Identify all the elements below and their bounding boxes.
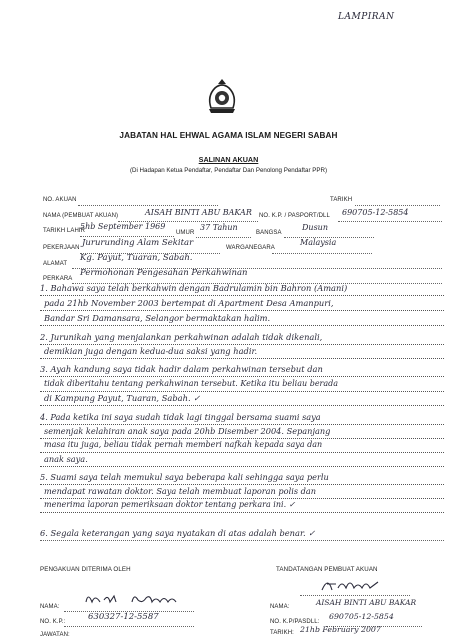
perkara-value: Permohonan Pengesahan Perkahwinan bbox=[80, 268, 248, 278]
alamat-value: Kg. Payut, Tuaran, Sabah. bbox=[80, 253, 193, 263]
umur-label: UMUR bbox=[176, 230, 195, 236]
nama-label: NAMA (PEMBUAT AKUAN) bbox=[43, 213, 119, 219]
statements-block bbox=[40, 282, 444, 522]
bangsa-value: Dusun bbox=[302, 223, 328, 232]
document-subtitle: (Di Hadapan Ketua Pendaftar, Pendaftar Dan Penolong Pendaftar PPR) bbox=[129, 167, 328, 174]
received-nokp-label: NO. K.P.: bbox=[40, 619, 66, 625]
nokp-label: NO. K.P. / PASPORT/DLL bbox=[259, 213, 330, 219]
department-title: JABATAN HAL EHWAL AGAMA ISLAM NEGERI SABAH bbox=[119, 131, 338, 140]
tarikh-lahir-value: 5hb September 1969 bbox=[80, 222, 166, 231]
statement-4-line-3: masa itu juga, beliau tidak pernah memberi nafkah kepada saya dan bbox=[44, 440, 323, 449]
tarikh-line bbox=[355, 205, 440, 206]
tarikh-lahir-line bbox=[80, 236, 174, 237]
received-signature bbox=[82, 590, 192, 608]
declarant-signature-heading: TANDATANGAN PEMBUAT AKUAN bbox=[276, 566, 378, 573]
statement-3-line-1: 3. Ayah kandung saya tidak hadir dalam perkahwinan tersebut dan bbox=[40, 364, 323, 374]
nokp-value: 690705-12-5854 bbox=[342, 208, 409, 217]
declarant-nokp-value: 690705-12-5854 bbox=[329, 612, 394, 621]
statement-4-line-1: 4. Pada ketika ini saya sudah tidak lagi tinggal bersama suami saya bbox=[40, 412, 321, 422]
statement-5-line-1: 5. Suami saya telah memukul saya beberapa kali sehingga saya perlu bbox=[40, 472, 329, 482]
declarant-nama-label: NAMA: bbox=[270, 604, 290, 610]
no-akuan-label: NO. AKUAN bbox=[43, 197, 77, 203]
declarant-nokp-label: NO. K.P/PASDLL: bbox=[270, 619, 320, 625]
warganegara-value: Malaysia bbox=[300, 238, 337, 247]
statement-6-line-1: 6. Segala keterangan yang saya nyatakan di atas adalah benar. ✓ bbox=[40, 528, 316, 538]
warganegara-label: WARGANEGARA bbox=[226, 245, 275, 251]
tarikh-lahir-label: TARIKH LAHIR bbox=[43, 228, 86, 234]
received-nokp-value: 630327-12-5587 bbox=[88, 612, 159, 622]
pekerjaan-label: PEKERJAAN bbox=[43, 245, 80, 251]
no-akuan-line bbox=[78, 205, 218, 206]
umur-value: 37 Tahun bbox=[200, 223, 238, 232]
bangsa-label: BANGSA bbox=[256, 230, 282, 236]
document-title: SALINAN AKUAN bbox=[198, 155, 259, 164]
received-by-heading: PENGAKUAN DITERIMA OLEH bbox=[40, 566, 131, 573]
pekerjaan-value: Jururunding Alam Sekitar bbox=[82, 238, 194, 248]
perkara-label: PERKARA bbox=[43, 276, 73, 282]
declarant-nama-value: AISAH BINTI ABU BAKAR bbox=[316, 598, 417, 607]
statement-2-line-2: demikian juga dengan kedua-dua saksi yang hadir. bbox=[44, 346, 258, 356]
lampiran-label: LAMPIRAN bbox=[338, 12, 395, 22]
alamat-label: ALAMAT bbox=[43, 261, 68, 267]
received-nokp-line bbox=[64, 626, 194, 627]
statement-1-line-2: pada 21hb November 2003 bertempat di Apartment Desa Amanpuri, bbox=[44, 298, 334, 308]
statement-3-line-3: di Kampung Payut, Tuaran, Sabah. ✓ bbox=[44, 393, 201, 403]
received-jawatan-label: JAWATAN: bbox=[40, 632, 70, 638]
state-emblem bbox=[203, 78, 241, 118]
statement-6-rule bbox=[40, 540, 444, 541]
declarant-signature bbox=[318, 574, 388, 594]
declarant-tarikh-value: 21hb February 2007 bbox=[300, 625, 381, 634]
tarikh-label: TARIKH bbox=[330, 197, 353, 203]
statement-3-line-2: tidak diberitahu tentang perkahwinan tersebut. Ketika itu beliau berada bbox=[44, 379, 339, 388]
declarant-signature-line bbox=[300, 595, 410, 596]
umur-line bbox=[196, 237, 251, 238]
statement-5-line-3: menerima laporan pemeriksaan doktor tentang perkara ini. ✓ bbox=[44, 500, 296, 509]
received-nama-label: NAMA: bbox=[40, 604, 60, 610]
statement-1-line-3: Bandar Sri Damansara, Selangor bermaktakan halim. bbox=[44, 313, 271, 323]
statement-4-line-2: semenjak kelahiran anak saya pada 20hb Disember 2004. Sepanjang bbox=[44, 426, 331, 436]
statement-4-line-4: anak saya. bbox=[44, 454, 88, 464]
warganegara-line bbox=[272, 253, 372, 254]
nokp-line bbox=[338, 221, 442, 222]
statement-1-line-1: 1. Bahawa saya telah berkahwin dengan Badrulamin bin Bahron (Amani) bbox=[40, 283, 348, 293]
nama-value: AISAH BINTI ABU BAKAR bbox=[145, 208, 252, 217]
statement-2-line-1: 2. Jurunikah yang menjalankan perkahwinan adalah tidak dikenali, bbox=[40, 332, 323, 342]
declarant-tarikh-label: TARIKH: bbox=[270, 630, 294, 636]
statement-5-line-2: mendapat rawatan doktor. Saya telah membuat laporan polis dan bbox=[44, 486, 317, 496]
